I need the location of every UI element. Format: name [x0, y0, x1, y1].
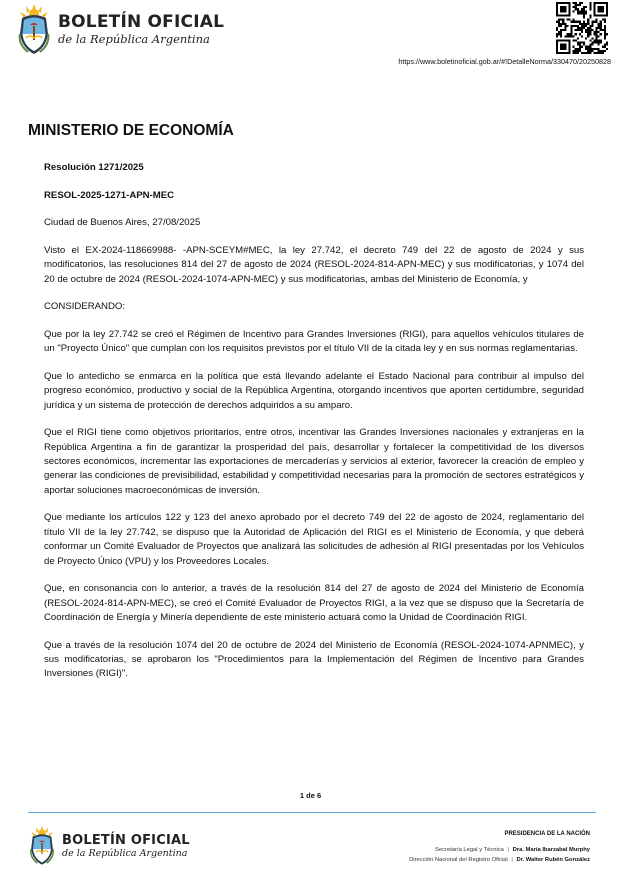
paragraph: Visto el EX-2024-118669988- -APN-SCEYM#MEC, la ley 27.742, el decreto 749 del 22 de agosto de 2024 y sus modificatorios, las resoluciones 814 del 27 de agosto de 2024 (RESOL-2024-814-APN-MEC) y sus modificatorias, y 1074 del 20 de octubre de 2024 (RESOL-2024-1074-APN-MEC) y sus modificatorias, ambas del Ministerio de Economía, y — [44, 244, 584, 285]
paragraph: RESOL-2025-1271-APN-MEC — [44, 189, 175, 201]
paragraph: Que, en consonancia con lo anterior, a través de la resolución 814 del 27 de agosto de 2024 del Ministerio de Economía (RESOL-2024-814-APN-MEC), se creó el Comité Evaluador de Proyectos RIGI, a la vez que se dispuso que la Secretaría de Coordinación de Energía y Minería dependiente de este ministerio actuará como la Unidad de Coordinación RIGI. — [44, 583, 584, 624]
paragraph: Resolución 1271/2025 — [44, 162, 144, 173]
brand-title: BOLETÍN OFICIAL — [58, 12, 225, 33]
paragraph: Que mediante los artículos 122 y 123 del anexo aprobado por el decreto 749 del 22 de agosto de 2024, reglamentario del título VII de la ley 27.742, se dispuso que la Autoridad de Aplicación del RIGI es el Ministerio de Economía, y que deberá conformar un Comité Evaluador de Proyectos que analizará las solicitudes de adhesión al RIGI presentadas por los Vehículos de Proyecto Único (VPU) y los Proveedores Locales. — [44, 512, 584, 567]
footer-brand-subtitle: de la República Argentina — [62, 847, 188, 859]
footer-credit-line-2 — [409, 855, 590, 865]
qr-code-icon — [556, 2, 608, 54]
paragraph: Que a través de la resolución 1074 del 20 de octubre de 2024 del Ministerio de Economía (RESOL-2024-1074-APNMEC), y sus modificatorias, se aprobaron los "Procedimientos para la Implementación del Régimen de Incentivo para Grandes Inversiones (RIGI)". — [44, 639, 584, 680]
paragraph: Que por la ley 27.742 se creó el Régimen de Incentivo para Grandes Inversiones (RIGI), para aquellos vehículos titulares de un "Proyecto Único" que cumplan con los requisitos previstos por el título VII de la citada ley y en sus normas reglamentarias. — [44, 328, 584, 355]
paragraph: Que el RIGI tiene como objetivos prioritarios, entre otros, incentivar las Grandes Inversiones nacionales y extranjeras en la República Argentina a fin de garantizar la prosperidad del país, desarrollar y fortalecer la competitividad de los diversos sectores económicos, incrementar las exportaciones de mercaderías y servicios al exterior, favorecer la creación de empleo y generar las condiciones de previsibilidad, estabilidad y competitividad necesarias para la promoción de sectores estratégicos y aportar soluciones macroeconómicas de inversión. — [44, 427, 584, 496]
paragraph: Que lo antedicho se enmarca en la política que está llevando adelante el Estado Nacional para contribuir al impulso del progreso económico, productivo y social de la República Argentina, otorgando incentivos que aporten certidumbre, seguridad jurídica y un sistema de protección de derechos adquiridos a su amparo. — [44, 370, 584, 411]
footer-credits — [409, 829, 590, 865]
footer-divider — [28, 812, 596, 813]
paragraph: CONSIDERANDO: — [44, 301, 126, 313]
boletin-oficial-logo — [16, 4, 224, 56]
office-name: Dirección Nacional del Registro Oficial — [409, 857, 508, 863]
separator: | — [511, 857, 513, 863]
footer-credit-line-1 — [409, 845, 590, 855]
ministry-heading: MINISTERIO DE ECONOMÍA — [28, 122, 234, 139]
argentina-coat-of-arms-icon — [28, 825, 56, 867]
paragraph: Ciudad de Buenos Aires, 27/08/2025 — [44, 217, 201, 229]
page-number: 1 de 6 — [299, 791, 322, 800]
office-name: Secretaría Legal y Técnica — [435, 847, 504, 853]
boletin-oficial-footer-logo — [28, 825, 190, 867]
signatory-name: Dra. María Ibarzabal Murphy — [512, 847, 590, 853]
document-url[interactable]: https://www.boletinoficial.gob.ar/#!DetalleNorma/330470/20250828 — [398, 57, 611, 66]
signatory-name: Dr. Walter Rubén González — [516, 857, 590, 863]
document-body — [44, 161, 584, 695]
brand-subtitle: de la República Argentina — [58, 32, 210, 47]
footer-brand-title: BOLETÍN OFICIAL — [62, 832, 190, 848]
separator: | — [507, 847, 510, 853]
presidency-label: PRESIDENCIA DE LA NACIÓN — [504, 831, 590, 837]
argentina-coat-of-arms-icon — [16, 4, 52, 56]
